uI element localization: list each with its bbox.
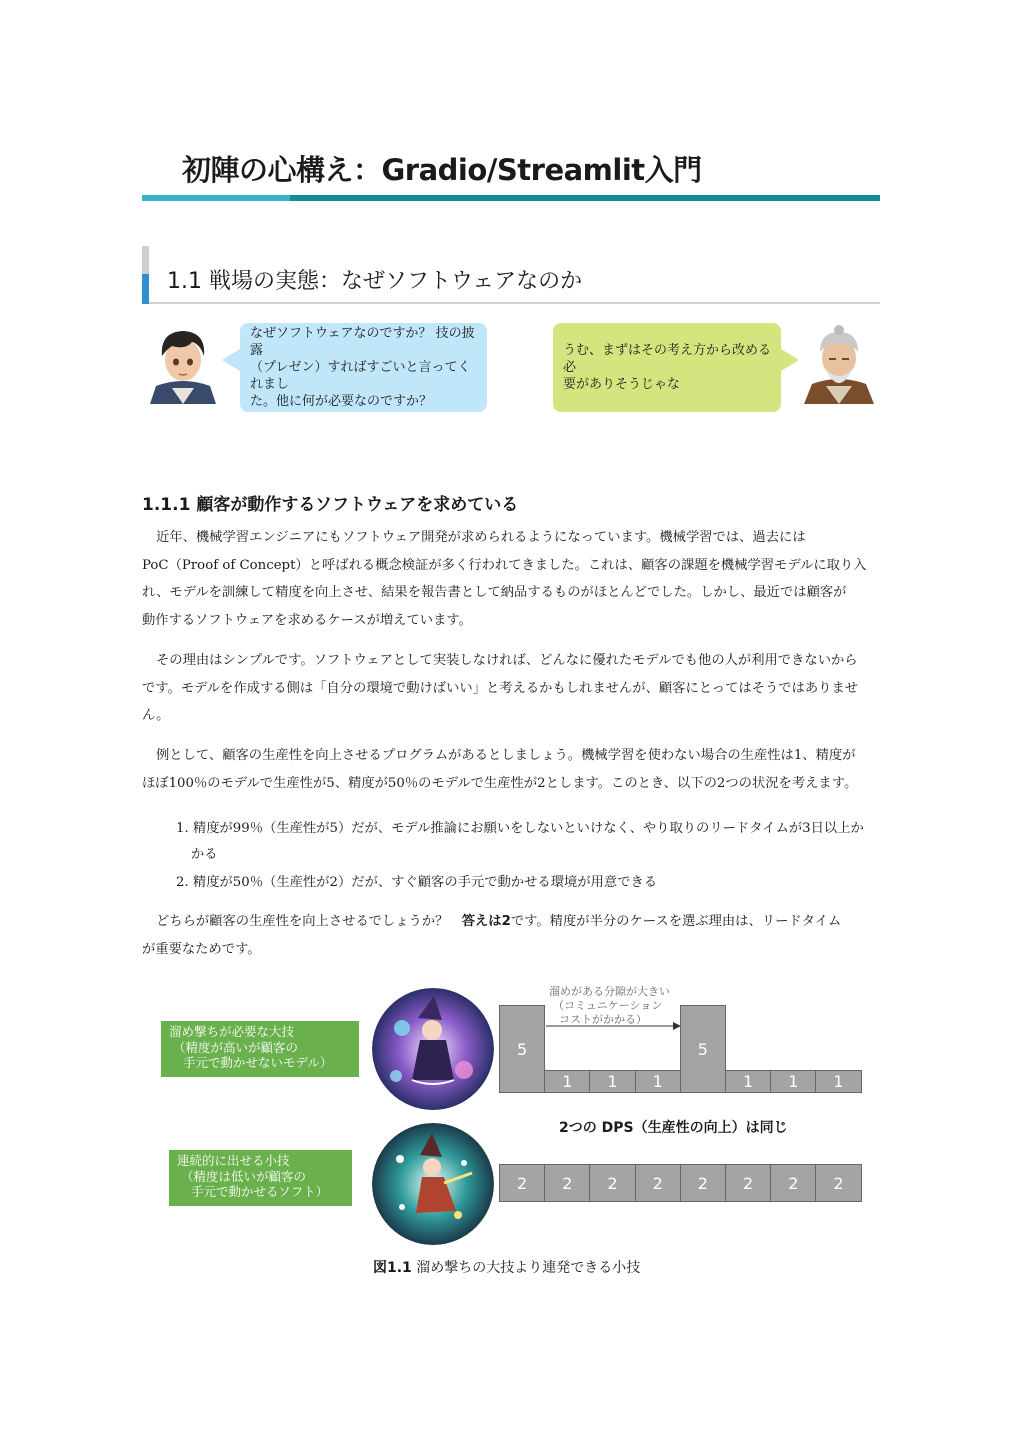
paragraph-line: が重要なためです。 [142,941,261,957]
list-text: 精度が99％（生産性が5）だが、モデル推論にお願いをしないといけなく、やり取りのリードタイムが3日以上か [192,821,864,836]
rapid-timeline-cell: 2 [725,1164,771,1202]
chapter-title: 初陣の心構え：Gradio/Streamlit入門 [182,153,702,187]
list-text: 精度が50％（生産性が2）だが、すぐ顧客の手元で動かせる環境が用意できる [192,875,658,890]
charged-timeline-cell: 1 [725,1070,771,1093]
section-title: 1.1 戦場の実態：なぜソフトウェアなのか [167,269,583,294]
rapid-timeline-cell: 2 [589,1164,635,1202]
annotation-line: （コミュニケーション [553,999,663,1012]
mentor-avatar [798,322,880,404]
paragraph-line: PoC（Proof of Concept）と呼ばれる概念検証が多く行われてきました。これは、顧客の課題を機械学習モデルに取り入 [142,557,867,573]
label-line: 連続的に出せる小技 [177,1153,290,1168]
caption-text: 溜め撃ちの大技より連発できる小技 [411,1260,641,1276]
wizard-charge-icon [372,988,494,1110]
small-skill-label [169,1150,352,1206]
annotation-line: 溜めがある分隙が大きい [549,985,670,998]
mentor-line: うむ、まずはその考え方から改める必 [563,343,772,375]
paragraph-line: 例として、顧客の生産性を向上させるプログラムがあるとしましょう。機械学習を使わない場合の生産性は1、精度が [156,748,856,763]
charged-attack-illustration [372,988,494,1110]
charged-timeline-cell: 1 [815,1070,861,1093]
student-line: （プレゼン）すればすごいと言ってくれまし [250,360,471,392]
mentor-line: 要がありそうじゃな [563,377,681,392]
list-item-1 [176,817,864,836]
figure-caption [373,1257,640,1277]
section-rule [149,302,880,304]
rapid-timeline-cell: 2 [499,1164,545,1202]
wizard-rapid-icon [372,1123,494,1245]
label-line: （精度は低いが顧客の [181,1168,307,1184]
student-portrait-icon [142,322,224,404]
paragraph-line: ん。 [142,708,170,723]
rapid-timeline-cell: 2 [770,1164,816,1202]
paragraph-line: 近年、機械学習エンジニアにもソフトウェア開発が求められるようになっています。機械学習では、過去には [156,530,806,545]
paragraph-4 [142,908,882,963]
gap-annotation [549,985,670,1027]
charged-timeline-cell: 1 [635,1070,681,1093]
paragraph-2 [142,647,882,730]
student-avatar [142,322,224,404]
caption-number: 図1.1 [373,1260,412,1276]
label-line: 溜め撃ちが必要な大技 [169,1024,295,1039]
charged-timeline-cell: 5 [499,1005,545,1093]
dps-note: 2つの DPS（生産性の向上）は同じ [559,1120,788,1136]
list-item-2 [176,871,657,890]
question-text: どちらが顧客の生産性を向上させるでしょうか？ [156,914,462,929]
paragraph-line: れ、モデルを訓練して精度を向上させ、結果を報告書として納品するものがほとんどでした。しかし、最近では顧客が [142,585,847,600]
rapid-attack-illustration [372,1123,494,1245]
list-number: 2. [176,875,189,890]
paragraph-line: ほぼ100％のモデルで生産性が5、精度が50％のモデルで生産性が2とします。このとき、以下の2つの状況を考えます。 [142,775,858,791]
paragraph-3 [142,742,882,797]
paragraph-1 [142,524,882,634]
list-item-1-continued: かる [191,847,218,862]
reason-text: です。精度が半分のケースを選ぶ理由は、リードタイム [510,914,842,929]
subsection-title: 1.1.1 顧客が動作するソフトウェアを求めている [142,495,519,515]
rapid-timeline-cell: 2 [635,1164,681,1202]
charged-timeline-cell: 5 [680,1005,726,1093]
annotation-line: コストがかかる） [559,1013,647,1026]
paragraph-line: です。モデルを作成する側は「自分の環境で動けばいい」と考えるかもしれませんが、顧客にとってはそうではありませ [142,680,859,696]
mentor-speech-bubble [553,323,781,412]
student-speech-bubble [240,323,487,412]
student-line: なぜソフトウェアなのですか？ 技の披露 [250,326,475,358]
chapter-rule-accent [142,195,290,201]
student-line: た。他に何が必要なのですか？ [250,394,433,409]
rapid-timeline-cell: 2 [815,1164,861,1202]
rapid-timeline-cell: 2 [680,1164,726,1202]
big-skill-label [161,1021,359,1077]
label-line: 手元で動かせないモデル） [183,1055,333,1070]
charged-timeline-cell: 1 [770,1070,816,1093]
paragraph-line [142,908,882,936]
section-marker-top [142,246,149,274]
paragraph-line: その理由はシンプルです。ソフトウェアとして実装しなければ、どんなに優れたモデルでも他の人が利用できないから [156,653,858,668]
mentor-portrait-icon [798,322,880,404]
charged-timeline-cell: 1 [544,1070,590,1093]
list-number: 1. [176,821,189,836]
section-marker-bottom [142,274,149,304]
rapid-timeline-cell: 2 [544,1164,590,1202]
label-line: （精度が高いが顧客の [173,1039,299,1055]
answer-text: 答えは2 [461,914,511,929]
charged-timeline-cell: 1 [589,1070,635,1093]
label-line: 手元で動かせるソフト） [191,1184,329,1199]
paragraph-line: 動作するソフトウェアを求めるケースが増えています。 [142,612,472,628]
